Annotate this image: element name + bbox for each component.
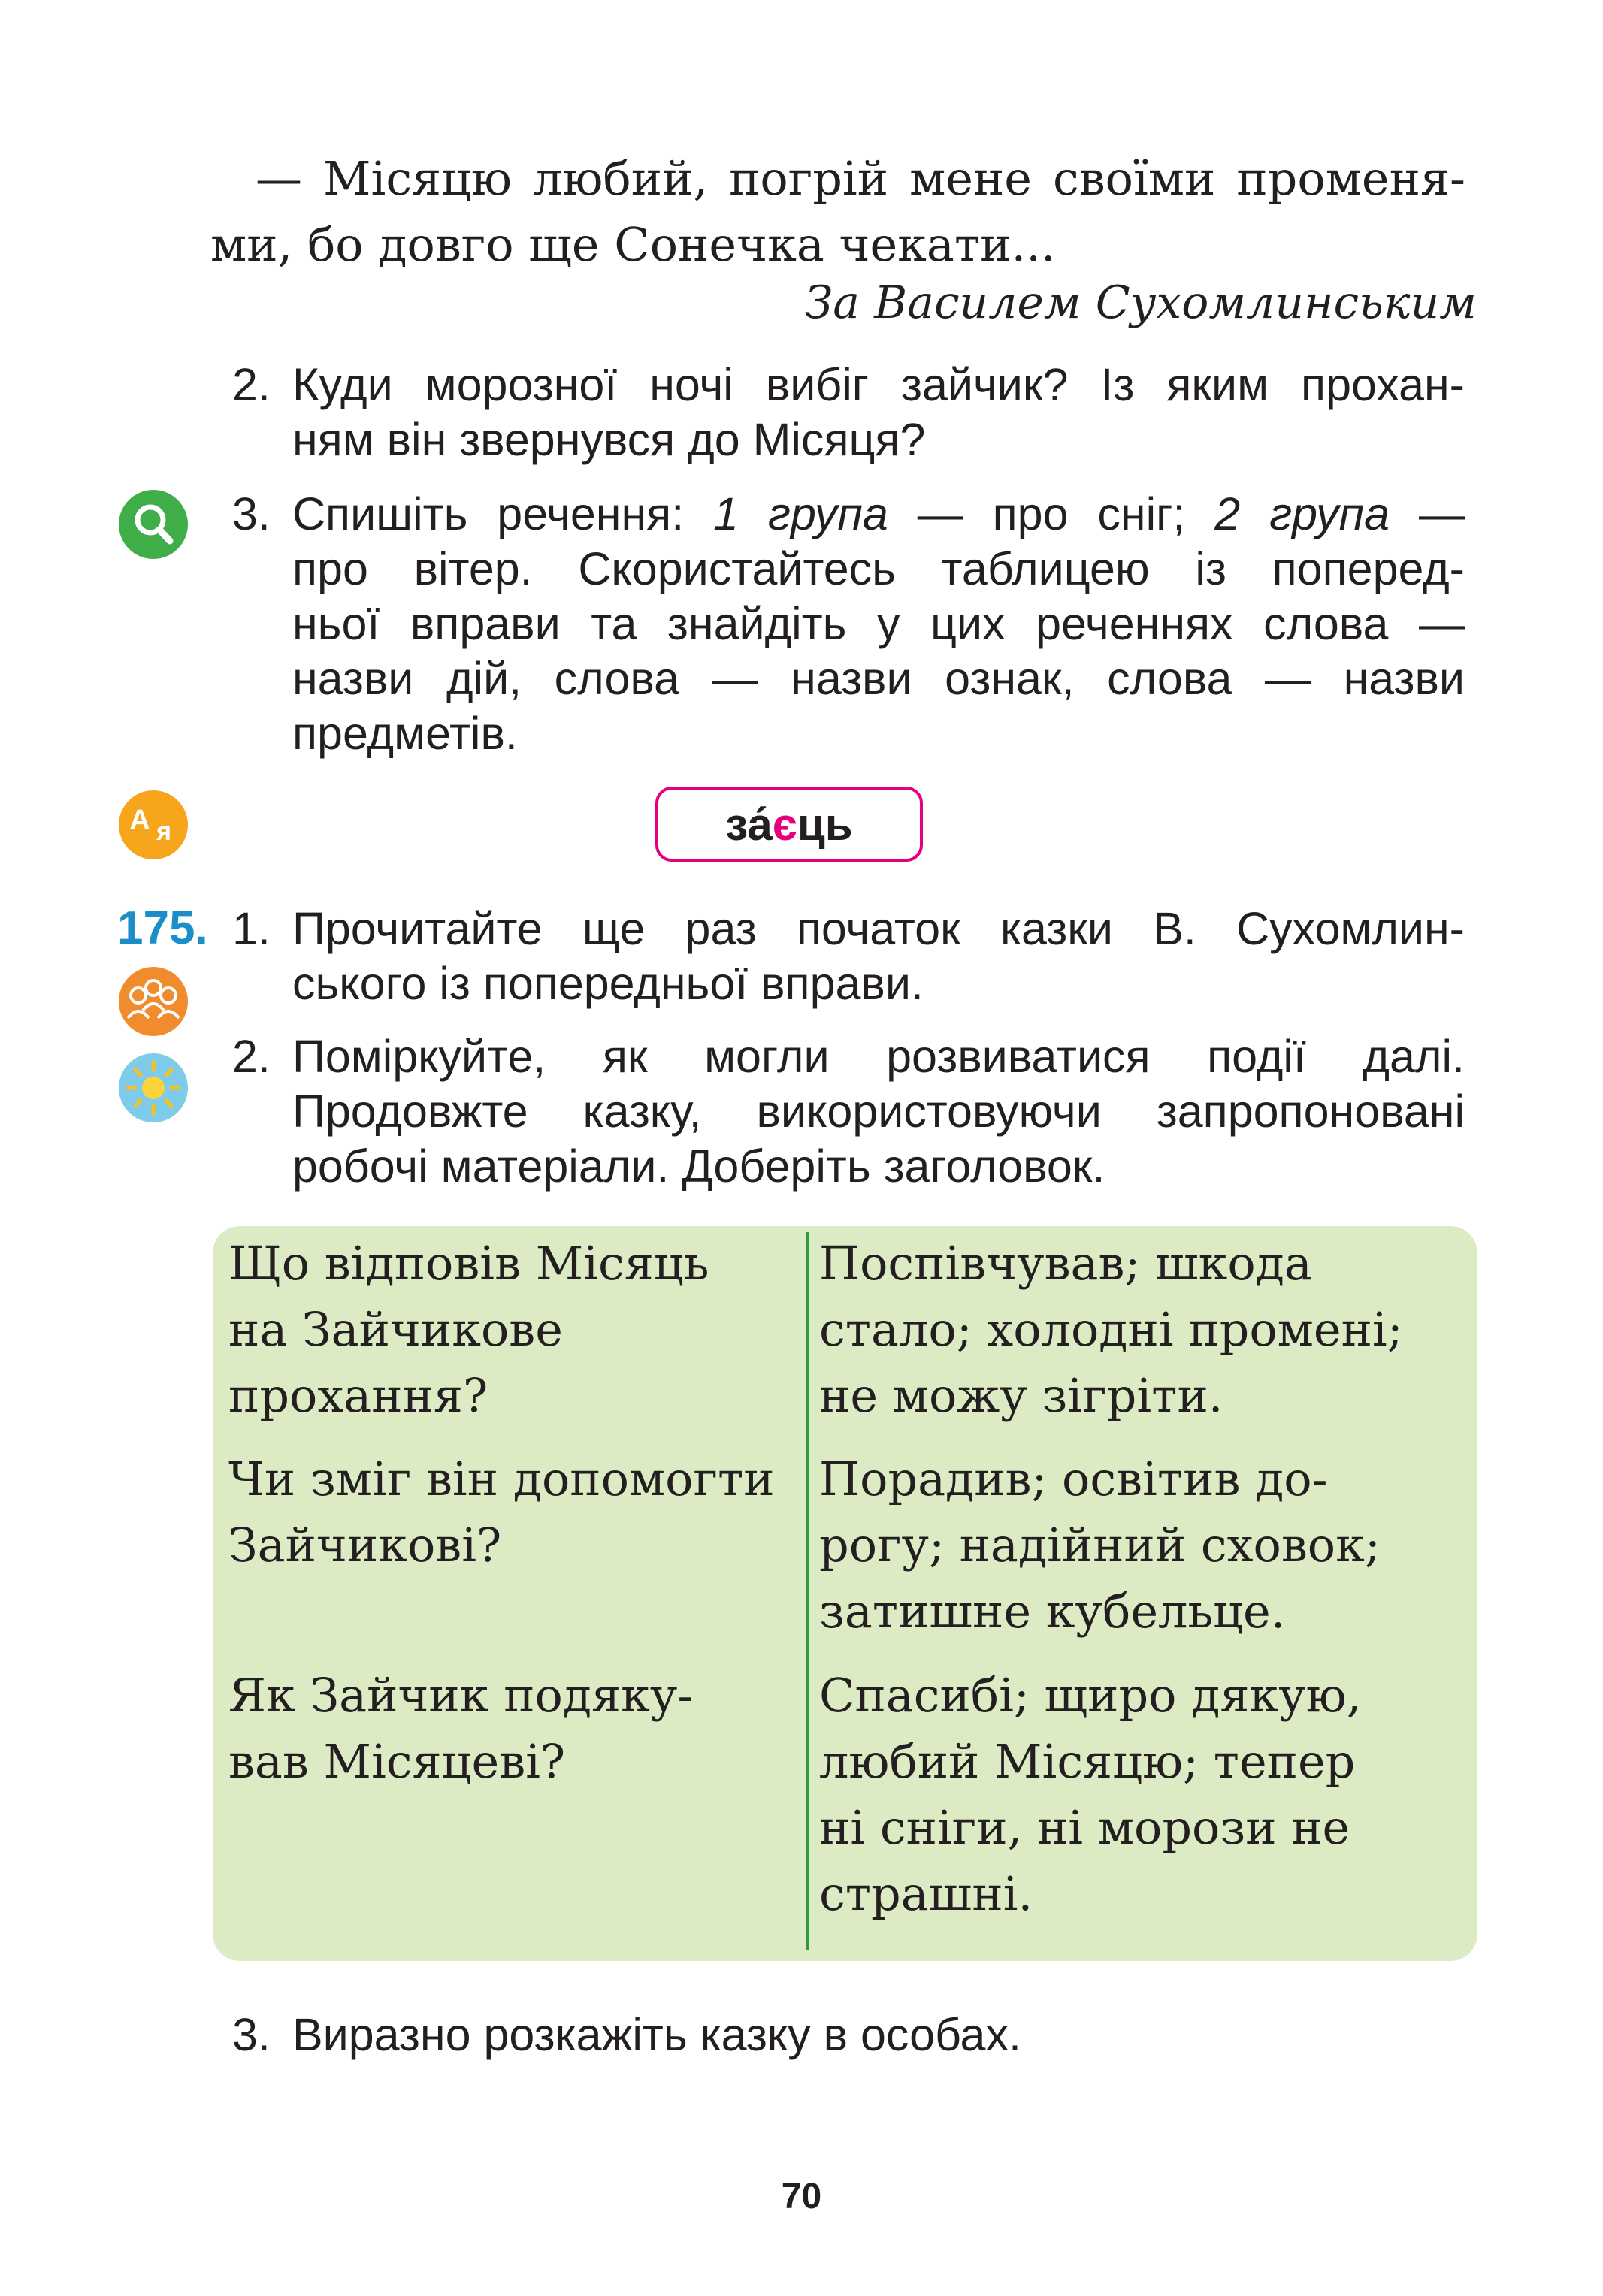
exercise-q1-number: 1. — [232, 903, 271, 954]
question-2-line-2: ням він звернувся до Місяця? — [292, 414, 926, 465]
svg-text:А: А — [129, 805, 150, 836]
exercise-q1-line-2: ського із попередньої вправи. — [292, 958, 924, 1009]
story-line-1: — Місяцю любий, погрій мене своїми променя- — [256, 151, 1465, 206]
vocab-part-3: ць — [797, 799, 853, 850]
question-3-line-2: про вітер. Скористайтесь таблицею із поперед- — [292, 543, 1465, 594]
sun-icon — [117, 1052, 189, 1124]
question-3-line-4: назви дій, слова — назви ознак, слова — назви — [292, 653, 1465, 704]
table-question-3-line: Як Зайчик подяку- — [228, 1668, 694, 1723]
vocabulary-word — [655, 787, 923, 862]
table-answer-1-line: стало; холодні промені; — [819, 1302, 1403, 1357]
table-question-3 — [228, 1663, 693, 1795]
exercise-q2-line-1: Поміркуйте, як могли розвиватися події далі. — [292, 1031, 1465, 1082]
page-number: 70 — [781, 2177, 822, 2216]
table-answer-2 — [819, 1446, 1381, 1645]
vocab-part-1: за́ — [725, 799, 773, 850]
table-question-2 — [228, 1446, 775, 1578]
table-question-2-line: Чи зміг він допомогти — [228, 1452, 775, 1506]
table-question-1 — [228, 1231, 709, 1429]
question-2-number: 2. — [232, 359, 271, 410]
table-divider — [806, 1232, 809, 1950]
table-answer-2-line: Порадив; освітив до- — [819, 1452, 1328, 1506]
table-question-3-line: вав Місяцеві? — [228, 1734, 566, 1789]
vocab-highlight-letter: є — [772, 799, 797, 850]
q3-group-1: 1 група — [713, 488, 888, 539]
q3-text-c: — про сніг; — [888, 488, 1215, 539]
letters-icon — [117, 789, 189, 861]
table-answer-1-line: Поспівчував; шкода — [819, 1236, 1312, 1291]
table-answer-2-line: рогу; надійний сховок; — [819, 1518, 1381, 1572]
group-icon — [117, 965, 189, 1038]
exercise-q2-line-3: робочі матеріали. Доберіть заголовок. — [292, 1140, 1105, 1192]
table-question-1-line: на Зайчикове — [228, 1302, 563, 1357]
table-answer-3-line: страшні. — [819, 1866, 1033, 1921]
question-3-number: 3. — [232, 488, 271, 539]
story-author: За Василем Сухомлинським — [804, 276, 1477, 329]
story-line-2: ми, бо довго ще Сонечка чекати... — [210, 217, 1056, 272]
table-answer-3-line: Спасибі; щиро дякую, — [819, 1668, 1362, 1723]
question-3-line-3: ньої вправи та знайдіть у цих реченнях слова — — [292, 598, 1465, 649]
q3-text-a: Спишіть речення: — [292, 488, 714, 539]
table-question-1-line: Що відповів Місяць — [228, 1236, 709, 1291]
exercise-q2-line-2: Продовжте казку, використовуючи запропоновані — [292, 1086, 1465, 1137]
table-answer-3-line: любий Місяцю; тепер — [819, 1734, 1356, 1789]
table-answer-1 — [819, 1231, 1403, 1429]
q3-group-2: 2 група — [1214, 488, 1390, 539]
exercise-number: 175. — [117, 902, 208, 954]
table-answer-3 — [819, 1663, 1361, 1927]
question-3-line-5: предметів. — [292, 708, 518, 759]
table-answer-3-line: ні сніги, ні морози не — [819, 1800, 1350, 1855]
magnifier-icon — [117, 488, 189, 560]
exercise-q2-number: 2. — [232, 1031, 271, 1082]
table-answer-2-line: затишне кубельце. — [819, 1584, 1286, 1639]
svg-text:я: я — [156, 817, 171, 846]
exercise-q1-line-1: Прочитайте ще раз початок казки В. Сухомлин- — [292, 903, 1465, 954]
table-question-2-line: Зайчикові? — [228, 1518, 502, 1572]
table-answer-1-line: не можу зігріти. — [819, 1368, 1223, 1423]
question-2-line-1: Куди морозної ночі вибіг зайчик? Із яким прохан- — [292, 359, 1465, 410]
question-3-line-1 — [292, 487, 1465, 542]
q3-text-e: — — [1390, 488, 1465, 539]
exercise-q3-text: Виразно розкажіть казку в особах. — [292, 2009, 1021, 2060]
exercise-q3-number: 3. — [232, 2009, 271, 2060]
table-question-1-line: прохання? — [228, 1368, 488, 1423]
